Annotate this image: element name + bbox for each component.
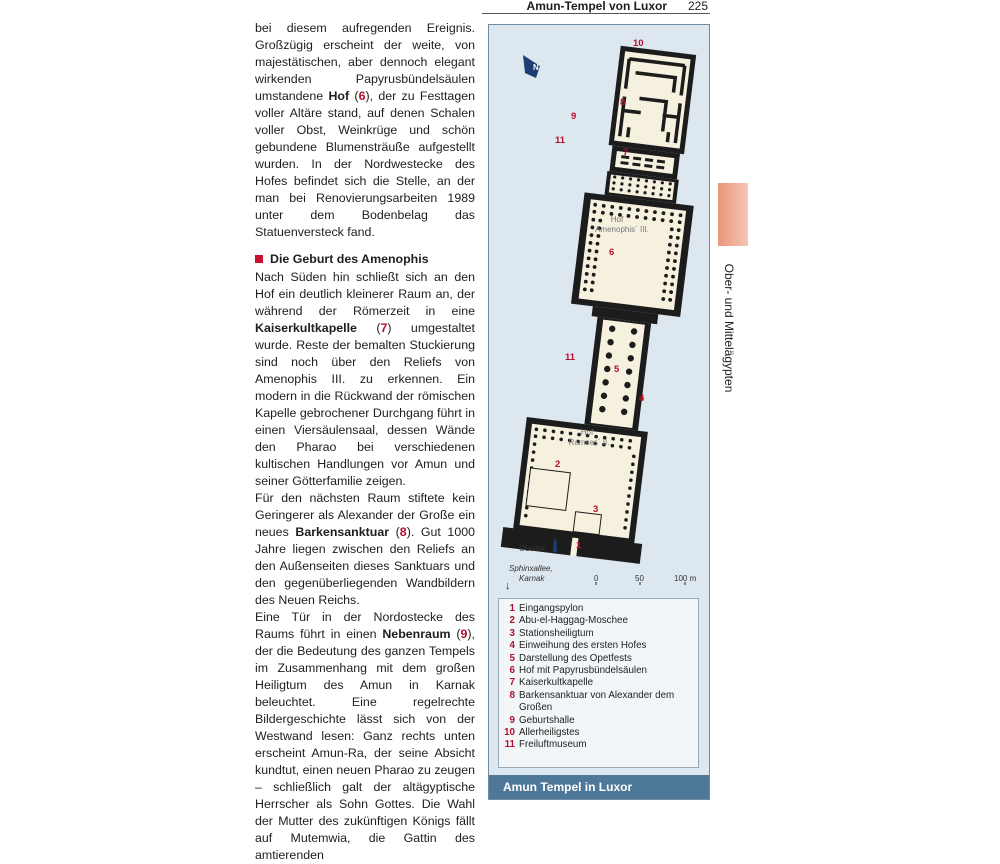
sanctuary-block [605, 46, 696, 180]
legend-item: 4 Einweihung des ersten Hofes [509, 640, 647, 652]
svg-text:4: 4 [639, 393, 645, 404]
paragraph: Nach Süden hin schließt sich an den Hof ein deutlich kleinerer Raum an, der während der Römerzeit in eine Kaiserkultkapelle (7) umgestaltet wurde. Reste der bemalten Stuckierung sind noch über den Reliefs von Amenophis III. zu erkennen. Ein modern in die Rückwand der römischen Kapelle gebrochener Durchgang führt in einen Viersäulensaal, dessen Wände den Pharao bei verschiedenen kultischen Handlungen vor Amun und seiner Götterfamilie zeigen. [255, 270, 475, 488]
svg-text:50: 50 [635, 574, 644, 583]
body-text [255, 20, 475, 864]
svg-text:1: 1 [576, 540, 582, 551]
svg-text:5: 5 [614, 364, 620, 375]
map-legend [498, 598, 699, 768]
temple-floor-plan [489, 25, 709, 585]
chapter-tab [718, 183, 748, 246]
header-title: Amun-Tempel von Luxor [526, 0, 667, 13]
label-hof-ramses: Hof [580, 428, 594, 437]
svg-text:9: 9 [571, 111, 577, 122]
courtyard-amenophis [571, 192, 694, 317]
arrow-down-icon: ↓ [505, 580, 511, 592]
svg-text:N: N [533, 63, 539, 72]
label-sphinx: Karnak [519, 574, 545, 583]
paragraph: Eine Tür in der Nordostecke des Raums führt in einen Nebenraum (9), der die Bedeutung des ganzen Tempels im Zusammenhang mit dem großen Heiligtum des Amun in Karnak beleuchtet. Eine regelrechte Bildergeschichte lässt sich von der Westwand lesen: Ganz rechts unten erscheint Amun-Ra, der seine Absicht kundtut, einen neuen Pharao zu zeugen – schließlich galt der altägyptische Herrscher als Sohn Gottes. Die Wahl der Mutter des zukünftigen Königs fällt auf Mutemwia, die Gattin des amtierenden [255, 610, 475, 862]
legend-item: 9 Geburtshalle [509, 714, 575, 726]
label-sphinx: Sphinxallee, [509, 564, 553, 573]
svg-text:8: 8 [620, 97, 626, 108]
map-caption: Amun Tempel in Luxor [489, 775, 709, 799]
svg-text:7: 7 [623, 147, 629, 158]
svg-text:0: 0 [594, 574, 599, 583]
legend-item: 7 Kaiserkultkapelle [509, 677, 594, 689]
running-header [482, 0, 710, 14]
paragraph: Für den nächsten Raum stiftete kein Geringerer als Alexander der Große ein neues Barkensanktuar (8). Gut 1000 Jahre liegen zwischen den Reliefs an den Außenseiten dieses Sanktuars und den gegenüberliegenden Wandbildern des Neuen Reichs. [255, 491, 475, 607]
svg-text:11: 11 [555, 135, 566, 146]
temple-map-panel [488, 24, 710, 800]
svg-text:2: 2 [555, 459, 561, 470]
scale-bar [594, 574, 697, 585]
heading-bullet-square [255, 255, 263, 263]
svg-text:3: 3 [593, 504, 599, 515]
legend-item: 10 Allerheiligstes [504, 727, 580, 739]
label-hof-amenophis: Amenophis´ III. [595, 225, 649, 234]
paragraph: bei diesem aufregenden Ereignis. Großzügig erscheint der weite, von majestätischen, aber dennoch elegant wirkenden Papyrusbündelsäulen umstandene Hof (6), der zu Festtagen voller Altäre stand, auf denen Schalen voller Obst, Weinkrüge und schön gebundene Blumensträuße aufgestellt wurden. In der Nordwestecke des Hofes befindet sich die Stelle, an der man bei Renovierungsarbeiten 1989 unter dem Bodenbelag das Statuenversteck fand. [255, 21, 475, 239]
legend-item: 1 Eingangspylon [509, 603, 584, 614]
legend-item: 8 Barkensanktuar von Alexander dem Großen [509, 689, 675, 714]
page-number: 225 [687, 0, 708, 13]
svg-text:10: 10 [633, 38, 644, 49]
compass-icon [523, 55, 540, 78]
svg-text:100 m: 100 m [674, 574, 697, 583]
section-heading: Die Geburt des Amenophis [255, 251, 475, 268]
legend-item: 11 Freiluftmuseum [504, 739, 587, 751]
legend-item: 2 Abu-el-Haggag-Moschee [509, 615, 628, 627]
svg-text:11: 11 [565, 352, 576, 363]
chapter-label: Ober- und Mittelägypten [722, 263, 736, 393]
label-hof-amenophis: Hof [610, 215, 624, 224]
legend-item: 3 Stationsheiligtum [509, 627, 594, 639]
svg-text:6: 6 [609, 247, 615, 258]
legend-item: 5 Darstellung des Opetfests [509, 652, 632, 664]
label-hof-ramses: Ramses´ II. [568, 438, 610, 447]
label-obelisk: Obelisk [519, 544, 546, 553]
legend-item: 6 Hof mit Papyrusbündelsäulen [509, 665, 647, 677]
